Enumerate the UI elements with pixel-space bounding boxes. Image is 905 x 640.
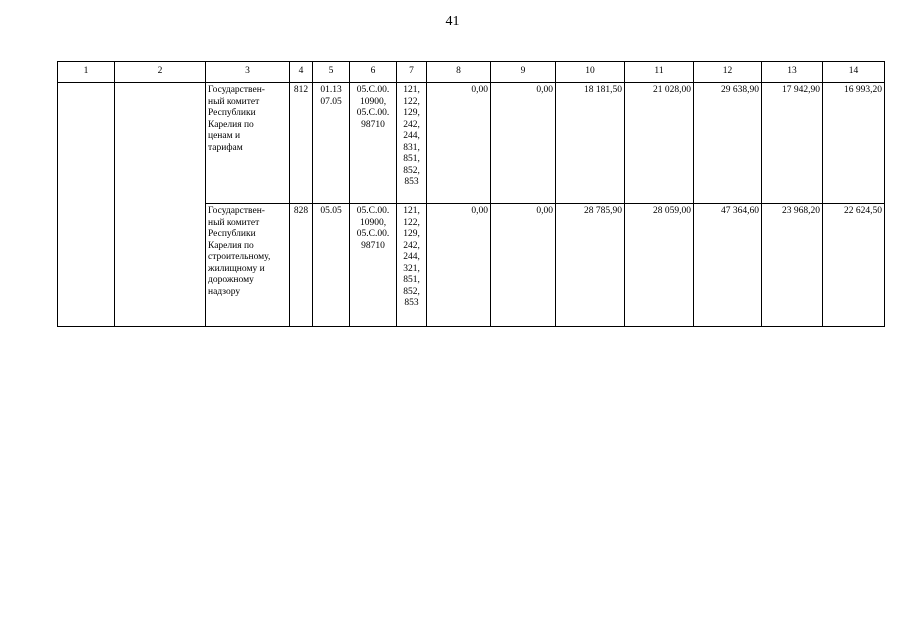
cell-line: тарифам (208, 142, 243, 153)
amount-col-9: 0,00 (491, 83, 556, 204)
header-col-12: 12 (694, 62, 762, 83)
cell-line: Республики (208, 108, 256, 118)
header-col-1: 1 (58, 62, 115, 83)
agency-name-cell (206, 204, 290, 327)
amount-col-10: 28 785,90 (556, 204, 625, 327)
amount-col-13: 17 942,90 (762, 83, 823, 204)
cell-line: 122, (403, 96, 420, 107)
cell-line: 129, (403, 229, 420, 239)
cell-line: 831, (403, 142, 420, 153)
header-col-3: 3 (206, 62, 290, 83)
amount-col-8: 0,00 (427, 204, 491, 327)
header-col-2: 2 (115, 62, 206, 83)
header-col-7: 7 (397, 62, 427, 83)
page-number: 41 (445, 14, 460, 29)
cell-line: 05.05 (320, 206, 342, 216)
header-col-8: 8 (427, 62, 491, 83)
cell-line: надзору (208, 286, 241, 297)
budget-table (57, 61, 885, 327)
cell-line: 852, (403, 286, 420, 297)
cell-line: 121, (403, 85, 420, 95)
cell-line: Государствен- (208, 85, 265, 95)
amount-col-8: 0,00 (427, 83, 491, 204)
cell-line: 05.С.00. (356, 229, 390, 239)
cell-line: 05.С.00. (356, 206, 390, 216)
header-col-11: 11 (625, 62, 694, 83)
cell-line: 853 (404, 177, 419, 187)
cell-line: 242, (403, 240, 420, 251)
cell-line: 244, (403, 131, 420, 141)
cell-line: 10900, (359, 217, 387, 228)
cell-line: Карелия по (208, 240, 254, 251)
cell-line: 10900, (359, 96, 387, 107)
amount-col-9: 0,00 (491, 204, 556, 327)
amount-col-12: 29 638,90 (694, 83, 762, 204)
section-code-cell (313, 204, 350, 327)
amount-col-11: 21 028,00 (625, 83, 694, 204)
header-col-5: 5 (313, 62, 350, 83)
cell-line: 851, (403, 275, 420, 285)
cell-line: Республики (208, 229, 256, 239)
cell-line: строительному, (208, 252, 271, 262)
cell-line: 242, (403, 119, 420, 130)
amount-col-12: 47 364,60 (694, 204, 762, 327)
cell-line: 129, (403, 108, 420, 118)
cell-line: 98710 (361, 119, 385, 130)
cell-line: 122, (403, 217, 420, 228)
header-col-9: 9 (491, 62, 556, 83)
cell-line: дорожному (208, 275, 254, 285)
amount-col-13: 23 968,20 (762, 204, 823, 327)
cell-col-1-merged (58, 83, 115, 327)
cell-line: 98710 (361, 240, 385, 251)
header-col-4: 4 (290, 62, 313, 83)
department-code-cell: 812 (290, 83, 313, 204)
cell-line: Государствен- (208, 206, 265, 216)
cell-line: 851, (403, 154, 420, 164)
cell-line: 07.05 (320, 96, 342, 107)
cell-line: 121, (403, 206, 420, 216)
amount-col-14: 22 624,50 (823, 204, 885, 327)
section-code-cell (313, 83, 350, 204)
header-row (58, 62, 885, 83)
department-code-cell: 828 (290, 204, 313, 327)
header-col-10: 10 (556, 62, 625, 83)
expense-type-cell (397, 83, 427, 204)
cell-line: ный комитет (208, 96, 260, 107)
cell-line: 244, (403, 252, 420, 262)
cell-line: 852, (403, 165, 420, 176)
amount-col-14: 16 993,20 (823, 83, 885, 204)
header-col-14: 14 (823, 62, 885, 83)
amount-col-10: 18 181,50 (556, 83, 625, 204)
cell-col-2-merged (115, 83, 206, 327)
target-code-cell (350, 83, 397, 204)
header-col-13: 13 (762, 62, 823, 83)
target-code-cell (350, 204, 397, 327)
header-col-6: 6 (350, 62, 397, 83)
table-row (58, 83, 885, 204)
cell-line: ный комитет (208, 217, 260, 228)
cell-line: ценам и (208, 131, 241, 141)
cell-line: 05.С.00. (356, 85, 390, 95)
cell-line: 321, (403, 263, 420, 274)
agency-name-cell (206, 83, 290, 204)
amount-col-11: 28 059,00 (625, 204, 694, 327)
cell-line: 853 (404, 298, 419, 308)
expense-type-cell (397, 204, 427, 327)
cell-line: 05.С.00. (356, 108, 390, 118)
cell-line: 01.13 (320, 85, 342, 95)
cell-line: жилищному и (208, 263, 265, 274)
cell-line: Карелия по (208, 119, 254, 130)
